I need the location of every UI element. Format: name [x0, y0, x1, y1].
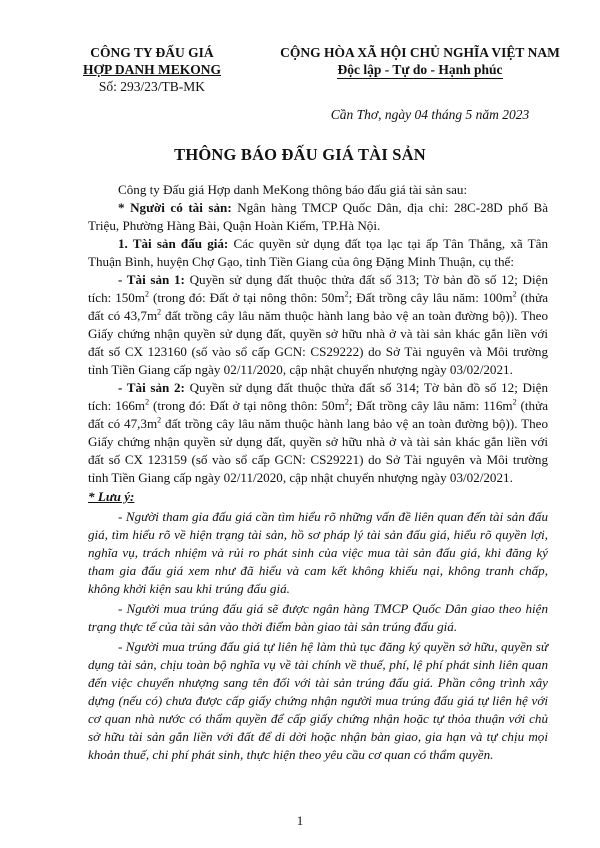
asset-section-text: Các quyền sử dụng đất tọa lạc tại ấp Tân Thắng, xã Tân Thuận Bình, huyện Chợ Gạo, tỉnh Tiền Giang của ông Đặng Minh Thuận, cụ thể: — [88, 236, 548, 269]
asset-section-label: 1. Tài sản đấu giá: — [118, 236, 229, 251]
superscript: 2 — [157, 307, 162, 317]
asset2-text-part: Quyền sử dụng đất thuộc thửa đất số 314; Tờ bản đồ số 12; Diện tích: 166m — [88, 380, 548, 413]
national-motto-text: Độc lập - Tự do - Hạnh phúc — [337, 62, 503, 77]
superscript: 2 — [145, 397, 150, 407]
superscript: 2 — [512, 397, 517, 407]
asset1-text-part: Quyền sử dụng đất thuộc thửa đất số 313; Tờ bản đồ số 12; Diện tích: 150m — [88, 272, 548, 305]
superscript: 2 — [512, 289, 517, 299]
note-heading: * Lưu ý: — [88, 489, 135, 504]
asset-section-paragraph — [88, 235, 548, 271]
document-body — [88, 181, 548, 764]
document-number: Số: 293/23/TB-MK — [98, 79, 206, 94]
owner-paragraph — [88, 199, 548, 235]
note-item: - Người mua trúng đấu giá sẽ được ngân hàng TMCP Quốc Dân giao theo hiện trạng thực tế của tài sản vào thời điểm bàn giao tài sản trúng đấu giá. — [88, 601, 548, 634]
org-name-line1: CÔNG TY ĐẤU GIÁ — [90, 45, 214, 60]
note-heading-row — [88, 488, 548, 506]
national-motto — [270, 61, 570, 78]
note-item: - Người tham gia đấu giá cần tìm hiểu rõ những vấn đề liên quan đến tài sản đấu giá, tìm hiểu rõ về hiện trạng tài sản, hồ sơ pháp lý tài sản đấu giá, hiểu rõ quyền lợi, nghĩa vụ, trách nhiệm và rủi ro phát sinh của việc mua tài sản đấu giá, khi đăng ký tham gia đấu giá xem như đã hiểu và cam kết không khiếu nại, không tranh chấp, không khởi kiện sau khi trúng đấu giá. — [88, 509, 548, 596]
asset2-paragraph — [88, 379, 548, 487]
superscript: 2 — [145, 289, 150, 299]
asset2-text-part: (trong đó: Đất ở tại nông thôn: 50m — [149, 398, 345, 413]
asset1-text-part: đất trồng cây lâu năm thuộc hành lang bảo vệ an toàn đường bộ)). Theo Giấy chứng nhận quyền sử dụng đất, quyền sở hữu nhà ở và tài sản khác gắn liền với đất số CX 123160 (số vào sổ cấp GCN: CS29222) do Sở Tài nguyên và Môi trường tỉnh Tiền Giang cấp ngày 02/11/2020, cập nhật chuyển nhượng ngày 03/02/2021. — [88, 308, 548, 377]
place-date: Cần Thơ, ngày 04 tháng 5 năm 2023 — [330, 107, 530, 122]
asset2-text-part: (thửa đất có 47,3m — [88, 398, 549, 431]
national-header — [270, 44, 570, 78]
owner-text: Ngân hàng TMCP Quốc Dân, địa chỉ: 28C-28D phố Bà Triệu, Phường Hàng Bài, Quận Hoàn Kiếm, TP.Hà Nội. — [88, 200, 548, 233]
asset1-text-part: ; Đất trồng cây lâu năm: 100m — [348, 290, 513, 305]
asset1-text-part: (thửa đất có 43,7m — [88, 290, 549, 323]
asset2-label: - Tài sản 2: — [118, 380, 185, 395]
national-title: CỘNG HÒA XÃ HỘI CHỦ NGHĨA VIỆT NAM — [280, 45, 560, 60]
note-list — [88, 508, 548, 764]
intro-paragraph: Công ty Đấu giá Hợp danh MeKong thông báo đấu giá tài sản sau: — [118, 182, 468, 197]
document-title: THÔNG BÁO ĐẤU GIÁ TÀI SẢN — [174, 145, 426, 164]
organization-header — [82, 44, 222, 96]
asset2-text-part: đất trồng cây lâu năm thuộc hành lang bảo vệ an toàn đường bộ)). Theo Giấy chứng nhận quyền sử dụng đất, quyền sở hữu nhà ở và tài sản khác gắn liền với đất số CX 123159 (số vào sổ cấp GCN: CS29221) do Sở Tài nguyên và Môi trường tỉnh Tiền Giang cấp ngày 02/11/2020, cập nhật chuyển nhượng ngày 03/02/2021. — [88, 416, 548, 485]
asset1-paragraph — [88, 271, 548, 379]
superscript: 2 — [344, 289, 349, 299]
owner-label: * Người có tài sản: — [118, 200, 232, 215]
asset1-text-part: (trong đó: Đất ở tại nông thôn: 50m — [149, 290, 345, 305]
page-number: 1 — [296, 813, 304, 828]
note-item: - Người mua trúng đấu giá tự liên hệ làm thủ tục đăng ký quyền sở hữu, quyền sử dụng tài sản, chịu toàn bộ nghĩa vụ về tài chính về thuế, phí, lệ phí phát sinh liên quan đến việc chuyển nhượng sang tên đối với tài sản trúng đấu giá. Phần công trình xây dựng (nếu có) chưa được cấp giấy chứng nhận người mua trúng đấu giá tự liên hệ với cơ quan nhà nước có thẩm quyền để cấp giấy chứng nhận hoặc tự thỏa thuận với chủ sở hữu tài sản gắn liền với đất để di dời hoặc nhận bàn giao, gia hạn và tự chịu mọi khoản thuế, chi phí phát sinh, thực hiện theo yêu cầu cơ quan có thẩm quyền. — [88, 639, 548, 762]
superscript: 2 — [344, 397, 349, 407]
org-name-line2: HỢP DANH MEKONG — [83, 62, 221, 77]
superscript: 2 — [157, 415, 162, 425]
asset2-text-part: ; Đất trồng cây lâu năm: 116m — [348, 398, 513, 413]
asset1-label: - Tài sản 1: — [118, 272, 185, 287]
